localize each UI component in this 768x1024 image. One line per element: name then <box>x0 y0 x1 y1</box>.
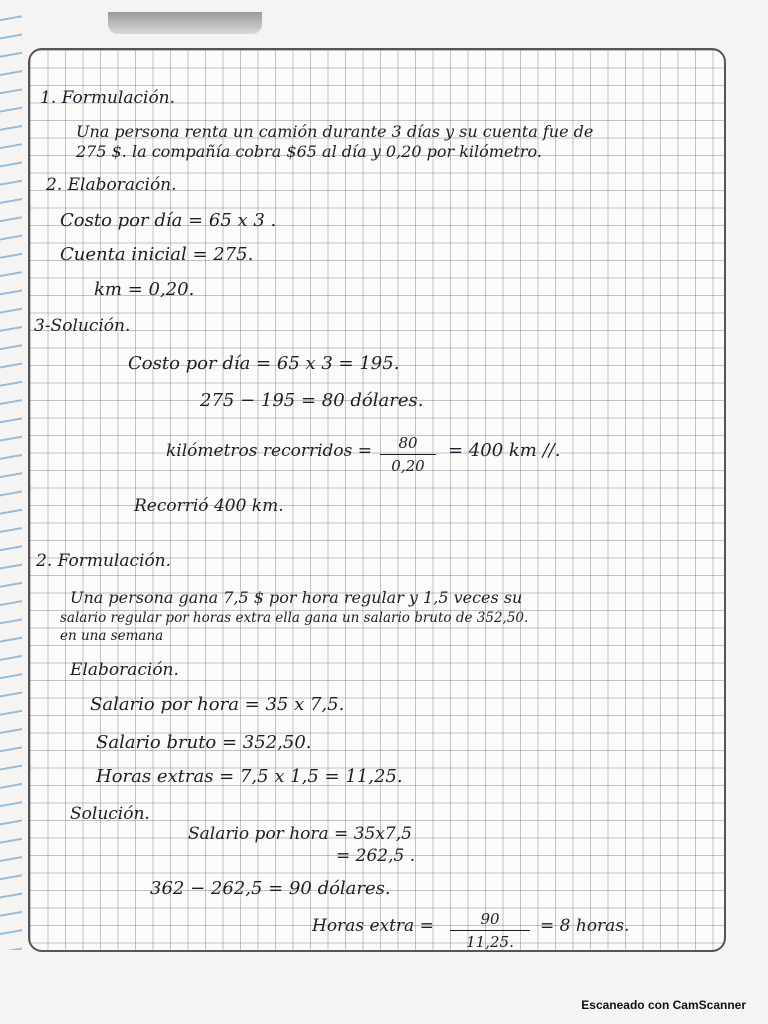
p1-formulacion-title: 1. Formulación. <box>40 88 176 108</box>
p2-horas-fraction <box>450 910 530 951</box>
p2-elab-line2: Salario bruto = 352,50. <box>96 732 312 753</box>
p1-km-numerator: 80 <box>398 434 418 452</box>
p1-elaboracion-title: 2. Elaboración. <box>46 175 177 195</box>
p2-sol-line1: Salario por hora = 35x7,5 <box>188 824 412 844</box>
p1-statement-line2: 275 $. la compañía cobra $65 al día y 0,20 por kilómetro. <box>76 142 542 161</box>
p2-horas-label: Horas extra = <box>312 916 434 936</box>
p1-elab-line1: Costo por día = 65 x 3 . <box>60 210 277 231</box>
camscanner-watermark: Escaneado con CamScanner <box>581 998 746 1012</box>
p1-elab-line2: Cuenta inicial = 275. <box>60 244 254 265</box>
p2-horas-numerator: 90 <box>480 910 500 928</box>
p1-km-result: = 400 km //. <box>448 440 561 461</box>
p1-statement-line1: Una persona renta un camión durante 3 días y su cuenta fue de <box>76 122 594 141</box>
p2-sol-line2: = 262,5 . <box>336 846 416 866</box>
p2-statement-line1: Una persona gana 7,5 $ por hora regular y 1,5 veces su <box>70 588 523 607</box>
p1-km-fraction <box>380 434 436 475</box>
p2-elab-line3: Horas extras = 7,5 x 1,5 = 11,25. <box>96 766 403 787</box>
p2-sol-line3: 362 − 262,5 = 90 dólares. <box>150 878 391 899</box>
p1-sol-line1: Costo por día = 65 x 3 = 195. <box>128 353 400 374</box>
p1-km-label: kilómetros recorridos = <box>166 441 373 461</box>
notebook-binding <box>0 10 22 950</box>
p2-horas-result: = 8 horas. <box>540 916 630 936</box>
p2-elab-line1: Salario por hora = 35 x 7,5. <box>90 694 345 715</box>
fraction-bar <box>450 930 530 931</box>
p2-elaboracion-title: Elaboración. <box>70 660 179 680</box>
paper-clip-shadow <box>108 12 262 34</box>
p2-statement-line3: en una semana <box>60 628 164 644</box>
p1-sol-line2: 275 − 195 = 80 dólares. <box>200 390 424 411</box>
p2-statement-line2: salario regular por horas extra ella gana un salario bruto de 352,50. <box>60 610 529 626</box>
fraction-bar <box>380 454 436 455</box>
p1-km-denominator: 0,20 <box>391 457 425 475</box>
p1-elab-line3: km = 0,20. <box>94 279 195 300</box>
p1-solucion-title: 3-Solución. <box>34 316 131 336</box>
p1-conclusion: Recorrió 400 km. <box>134 496 284 516</box>
p2-horas-denominator: 11,25. <box>466 933 514 951</box>
p2-formulacion-title: 2. Formulación. <box>36 551 172 571</box>
p2-solucion-title: Solución. <box>70 804 150 824</box>
